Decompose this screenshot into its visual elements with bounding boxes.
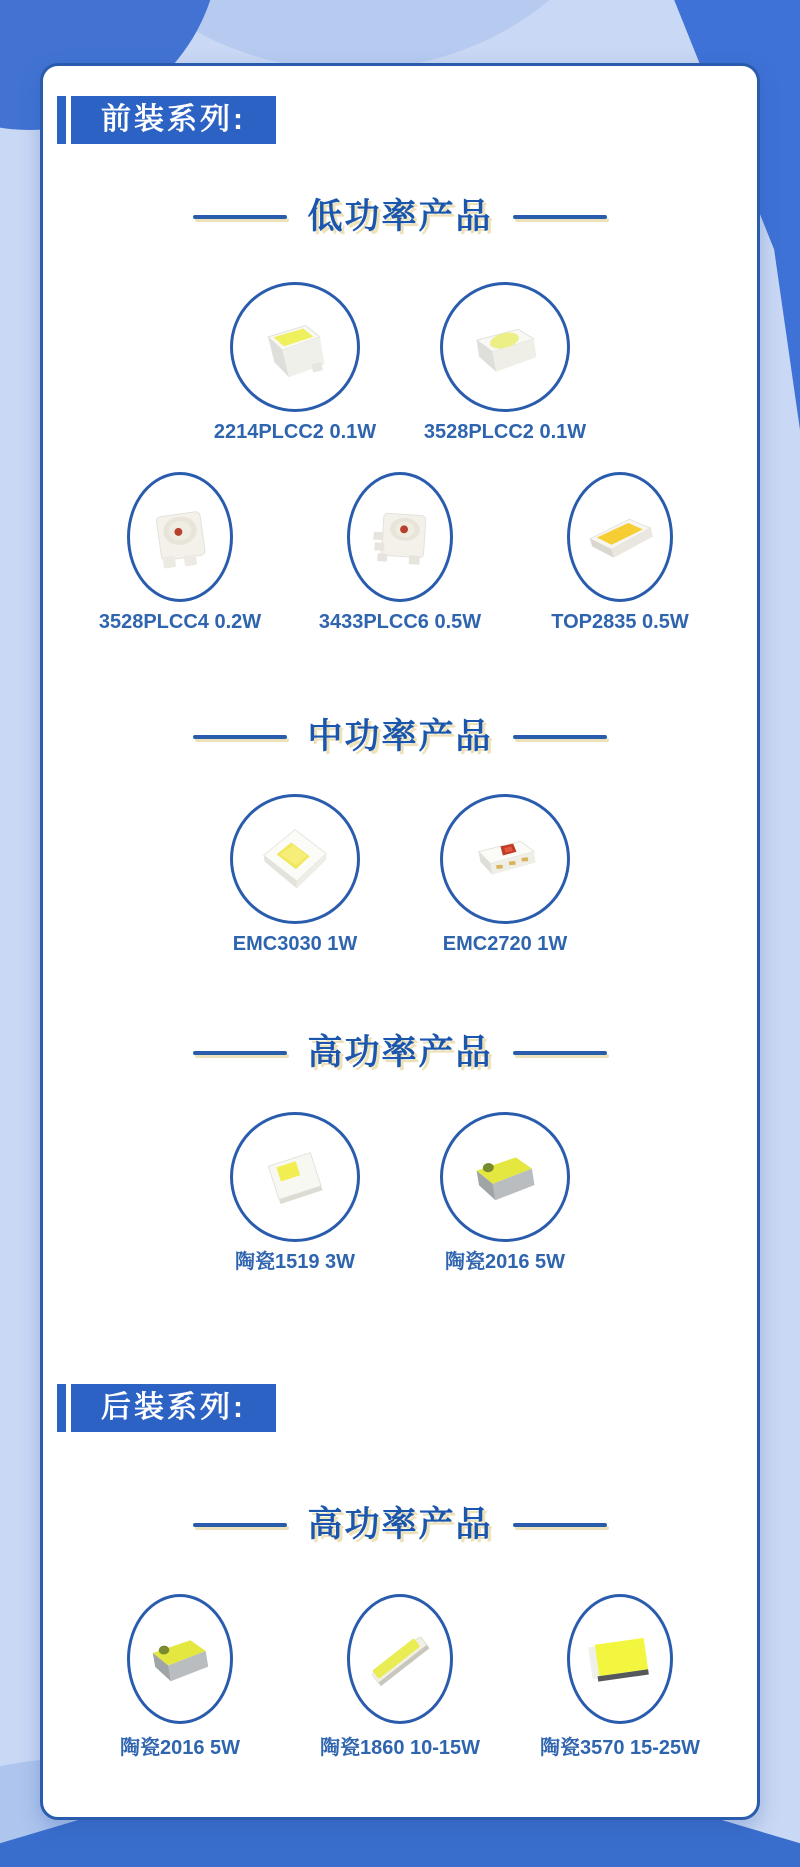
badge-accent-bar [57, 1384, 66, 1432]
product-photo-circle [440, 794, 570, 924]
section-title-mid-power: 中功率产品 [307, 717, 493, 756]
product-label: 3528PLCC2 0.1W [423, 421, 587, 443]
product-ceramic1519 [195, 1112, 395, 1274]
product-photo-circle [440, 282, 570, 412]
front-series-badge-label: 前装系列: [71, 96, 276, 144]
rear-series-badge [57, 1384, 276, 1432]
title-dash-right [513, 735, 607, 739]
product-label: 陶瓷1519 3W [234, 1251, 356, 1273]
led-photo-ceramic2016-icon [136, 1615, 224, 1703]
product-2214plcc2 [195, 282, 395, 444]
product-photo-circle [230, 794, 360, 924]
product-3528plcc4 [75, 472, 285, 634]
section-rear-high-power-title-row [193, 1504, 606, 1546]
title-dash-left [193, 1051, 287, 1055]
led-photo-ceramic1860-icon [356, 1615, 444, 1703]
low-power-row-2 [75, 472, 725, 634]
product-photo-circle [230, 282, 360, 412]
product-top2835 [515, 472, 725, 634]
product-label: 陶瓷1860 10-15W [319, 1737, 481, 1759]
led-photo-emc2720-icon [459, 813, 551, 905]
title-dash-right [513, 1051, 607, 1055]
product-label: 陶瓷2016 5W [444, 1251, 566, 1273]
title-dash-left [193, 735, 287, 739]
product-emc2720 [405, 794, 605, 956]
product-emc3030 [195, 794, 395, 956]
badge-accent-bar [57, 96, 66, 144]
product-photo-circle [347, 1594, 453, 1724]
high-power-row [195, 1112, 605, 1274]
product-label: 3528PLCC4 0.2W [98, 611, 262, 633]
section-title-high-power: 高功率产品 [307, 1033, 493, 1072]
led-photo-3528plcc4-icon [136, 493, 224, 581]
product-label: 3433PLCC6 0.5W [318, 611, 482, 633]
led-photo-2214plcc2-icon [249, 301, 341, 393]
section-mid-power-title-row [193, 716, 606, 758]
product-label: 陶瓷2016 5W [119, 1737, 241, 1759]
front-series-badge [57, 96, 276, 144]
section-title-rear-high-power: 高功率产品 [307, 1505, 493, 1544]
mid-power-row [195, 794, 605, 956]
rear-high-power-row [75, 1594, 725, 1760]
title-dash-left [193, 1523, 287, 1527]
product-label: 2214PLCC2 0.1W [213, 421, 377, 443]
led-photo-top2835-icon [576, 493, 664, 581]
led-photo-3528plcc2-icon [459, 301, 551, 393]
product-label: 陶瓷3570 15-25W [539, 1737, 701, 1759]
product-photo-circle [127, 1594, 233, 1724]
product-ceramic2016-front [405, 1112, 605, 1274]
led-photo-emc3030-icon [249, 813, 341, 905]
product-ceramic2016-rear [75, 1594, 285, 1760]
low-power-row-1 [195, 282, 605, 444]
title-dash-right [513, 215, 607, 219]
product-photo-circle [567, 1594, 673, 1724]
section-title-low-power: 低功率产品 [307, 197, 493, 236]
title-dash-right [513, 1523, 607, 1527]
product-photo-circle [230, 1112, 360, 1242]
section-low-power-title-row [193, 196, 606, 238]
led-photo-ceramic3570-icon [576, 1615, 664, 1703]
product-3528plcc2 [405, 282, 605, 444]
product-photo-circle [127, 472, 233, 602]
product-label: EMC3030 1W [232, 933, 358, 955]
led-photo-ceramic2016-icon [459, 1131, 551, 1223]
product-photo-circle [567, 472, 673, 602]
product-label: TOP2835 0.5W [551, 611, 689, 633]
led-photo-ceramic1519-icon [249, 1131, 341, 1223]
product-ceramic3570 [515, 1594, 725, 1760]
product-ceramic1860 [295, 1594, 505, 1760]
rear-series-badge-label: 后装系列: [71, 1384, 276, 1432]
section-high-power-title-row [193, 1032, 606, 1074]
product-label: EMC2720 1W [442, 933, 568, 955]
title-dash-left [193, 215, 287, 219]
product-photo-circle [347, 472, 453, 602]
product-3433plcc6 [295, 472, 505, 634]
led-photo-3433plcc6-icon [356, 493, 444, 581]
product-photo-circle [440, 1112, 570, 1242]
catalog-card [40, 63, 760, 1820]
